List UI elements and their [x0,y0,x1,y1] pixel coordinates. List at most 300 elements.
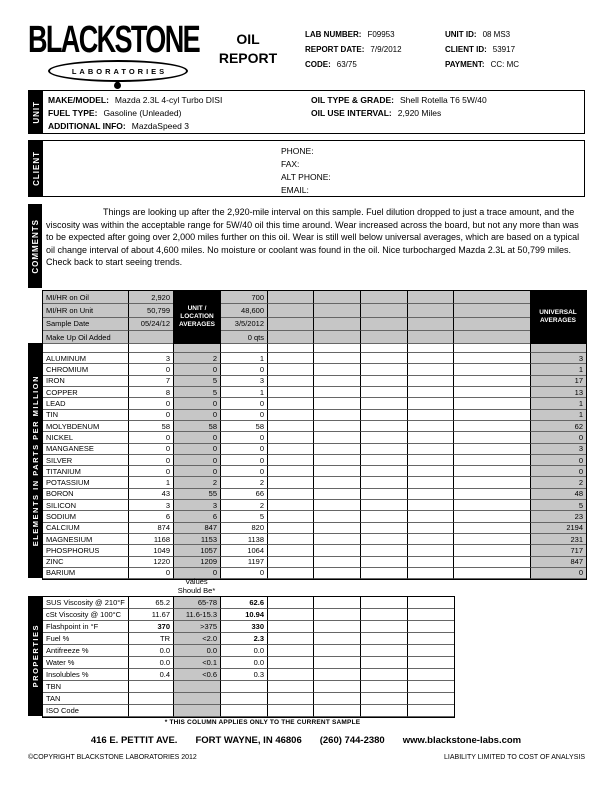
spacer-cell [268,344,314,353]
header-field-right-row-2 [445,57,519,72]
header-field-right-value: 08 MS3 [482,30,511,39]
element-label: LEAD [43,398,129,409]
element-empty [361,376,408,387]
header-field-left-row-0 [305,27,402,42]
elements-sidebar [28,343,42,578]
element-label: PHOSPHORUS [43,545,129,556]
element-empty [454,398,531,409]
blackstone-logo [28,18,200,88]
element-empty [314,477,361,488]
info-empty [314,318,361,331]
element-avg-value: 0 [174,398,221,409]
element-empty [408,421,454,432]
element-empty [314,511,361,522]
element-avg-value: 0 [174,455,221,466]
unit-sidebar [29,91,43,133]
property-empty [361,633,408,645]
element-current-value: 0 [129,444,174,455]
element-previous-value: 3 [221,376,268,387]
property-empty [408,657,454,669]
header-field-right-label: PAYMENT: [445,60,485,69]
element-empty [314,376,361,387]
element-previous-value: 5 [221,511,268,522]
element-row [43,557,586,568]
unit-field-label: OIL TYPE & GRADE: [311,95,394,105]
client-section [28,140,585,197]
element-current-value: 58 [129,421,174,432]
property-empty [361,693,408,705]
property-label: Antifreeze % [43,645,129,657]
property-row [43,597,454,609]
header-field-left-row-1 [305,42,402,57]
element-empty [408,364,454,375]
element-empty [314,353,361,364]
element-label: MAGNESIUM [43,534,129,545]
logo-brand-text: BLACKSTONE [28,17,200,61]
element-empty [268,568,314,579]
info-label: Make Up Oil Added [43,331,129,344]
property-empty [361,657,408,669]
info-empty [454,318,531,331]
element-universal-value: 3 [531,353,586,364]
element-avg-value: 6 [174,511,221,522]
element-empty [408,500,454,511]
info-current-value: 05/24/12 [129,318,174,331]
property-label: Insolubles % [43,669,129,681]
property-current-value: 11.67 [129,609,174,621]
spacer-cell [174,344,221,353]
properties-sidebar [28,596,42,716]
property-empty [268,669,314,681]
elements-grid [42,290,587,580]
element-empty [268,500,314,511]
property-current-value [129,693,174,705]
element-empty [268,489,314,500]
property-should-be-value [174,705,221,717]
property-empty [314,669,361,681]
element-empty [361,444,408,455]
info-empty [314,291,361,304]
element-empty [361,477,408,488]
header-field-left-value: F09953 [367,30,395,39]
element-current-value: 1168 [129,534,174,545]
comments-text: Things are looking up after the 2,920-mile interval on this sample. Fuel dilution dropped to just a trace amount, and the viscosity was within the acceptable range for 5W/40 oil this time around. Wear increased across the board, but not any more than was to be expected after going over 2,000 miles further on this oil. Wear is still well below universal averages, which are based on a typical oil change interval of about 4,600 miles. No moisture or coolant was found in the oil. Nice turbocharged Mazda 2.3L at 50,799 miles. Check back to start seeing trends. [46,207,580,268]
property-should-be-value: <2.0 [174,633,221,645]
element-empty [268,364,314,375]
element-universal-value: 231 [531,534,586,545]
element-previous-value: 58 [221,421,268,432]
element-empty [314,364,361,375]
logo-oval [48,60,188,82]
property-previous-value: 2.3 [221,633,268,645]
unit-field-value: Mazda 2.3L 4-cyl Turbo DISI [114,95,223,105]
element-empty [268,376,314,387]
property-label: Water % [43,657,129,669]
property-empty [361,621,408,633]
property-previous-value [221,705,268,717]
element-empty [408,489,454,500]
info-empty [361,331,408,344]
elements-sidebar-label: ELEMENTS IN PARTS PER MILLION [30,374,40,547]
element-empty [361,398,408,409]
element-current-value: 6 [129,511,174,522]
header-field-right-row-0 [445,27,519,42]
element-row [43,455,586,466]
client-field-1: FAX: [281,159,300,169]
info-empty [314,304,361,317]
property-previous-value: 330 [221,621,268,633]
element-empty [361,432,408,443]
info-previous-value: 3/5/2012 [221,318,268,331]
element-current-value: 1 [129,477,174,488]
element-label: ZINC [43,557,129,568]
property-should-be-value: 0.0 [174,645,221,657]
header-field-left-value: 7/9/2012 [370,45,402,54]
info-empty [268,291,314,304]
property-empty [268,597,314,609]
values-line: Values [185,577,208,586]
info-empty [268,318,314,331]
element-previous-value: 0 [221,568,268,579]
oil-drop-icon [113,81,123,91]
element-empty [408,534,454,545]
element-universal-value: 5 [531,500,586,511]
element-empty [361,500,408,511]
element-previous-value: 820 [221,523,268,534]
element-label: SODIUM [43,511,129,522]
address-part-1: FORT WAYNE, IN 46806 [195,735,302,746]
property-row [43,705,454,717]
spacer-cell [314,344,361,353]
unit-field-value: Shell Rotella T6 5W/40 [399,95,487,105]
property-current-value [129,681,174,693]
element-empty [454,364,531,375]
element-empty [268,557,314,568]
element-empty [268,432,314,443]
info-previous-value: 0 qts [221,331,268,344]
element-empty [454,568,531,579]
property-empty [361,681,408,693]
element-empty [454,432,531,443]
property-empty [408,621,454,633]
property-should-be-value: 11.6-15.3 [174,609,221,621]
element-universal-value: 0 [531,568,586,579]
liability-text: LIABILITY LIMITED TO COST OF ANALYSIS [444,754,585,761]
element-label: COPPER [43,387,129,398]
element-avg-value: 3 [174,500,221,511]
element-empty [268,523,314,534]
element-label: MOLYBDENUM [43,421,129,432]
element-empty [454,557,531,568]
property-label: Fuel % [43,633,129,645]
header-fields-right [445,27,519,72]
property-empty [268,633,314,645]
element-empty [361,557,408,568]
element-universal-value: 717 [531,545,586,556]
unit-section [28,90,585,134]
element-empty [361,523,408,534]
element-empty [314,545,361,556]
element-empty [314,410,361,421]
comments-section [28,204,585,288]
property-empty [314,681,361,693]
element-universal-value: 48 [531,489,586,500]
property-empty [268,609,314,621]
element-empty [408,398,454,409]
element-avg-value: 58 [174,421,221,432]
element-row [43,421,586,432]
element-current-value: 0 [129,466,174,477]
element-label: TITANIUM [43,466,129,477]
property-label: cSt Viscosity @ 100°C [43,609,129,621]
report-title-line1: OIL [236,31,260,47]
element-empty [314,568,361,579]
property-label: TBN [43,681,129,693]
element-empty [361,489,408,500]
header-field-right-value: CC: MC [490,60,520,69]
info-row [43,318,586,331]
property-empty [408,681,454,693]
element-empty [454,523,531,534]
element-previous-value: 1197 [221,557,268,568]
element-empty [361,387,408,398]
element-current-value: 1049 [129,545,174,556]
element-empty [454,353,531,364]
element-current-value: 7 [129,376,174,387]
info-empty [454,291,531,304]
element-empty [361,545,408,556]
element-empty [454,477,531,488]
element-empty [268,511,314,522]
element-empty [408,523,454,534]
unit-field-value: MazdaSpeed 3 [131,121,189,131]
element-empty [454,500,531,511]
element-previous-value: 2 [221,477,268,488]
property-row [43,693,454,705]
info-empty [361,291,408,304]
element-empty [314,466,361,477]
property-empty [314,705,361,717]
element-empty [408,444,454,455]
info-empty [408,318,454,331]
client-fields [281,145,331,197]
property-row [43,681,454,693]
property-empty [314,693,361,705]
element-row [43,364,586,375]
unit-location-line1: UNIT / [187,305,207,312]
header-field-right-label: CLIENT ID: [445,45,487,54]
element-label: POTASSIUM [43,477,129,488]
element-current-value: 0 [129,455,174,466]
element-row [43,500,586,511]
info-previous-value: 48,600 [221,304,268,317]
property-should-be-value [174,693,221,705]
property-should-be-value [174,681,221,693]
lab-address [0,735,612,746]
property-empty [408,633,454,645]
info-empty [408,304,454,317]
element-empty [361,410,408,421]
client-sidebar-label: CLIENT [31,151,41,186]
header-fields-left [305,27,402,72]
element-empty [268,455,314,466]
element-previous-value: 0 [221,444,268,455]
info-current-value: 2,920 [129,291,174,304]
info-current-value [129,331,174,344]
property-empty [314,597,361,609]
property-previous-value: 10.94 [221,609,268,621]
info-empty [454,304,531,317]
elements-table [28,290,585,578]
element-universal-value: 2194 [531,523,586,534]
element-current-value: 0 [129,398,174,409]
element-empty [361,534,408,545]
element-empty [454,455,531,466]
element-row [43,568,586,579]
info-empty [314,331,361,344]
element-universal-value: 13 [531,387,586,398]
unit-location-line3: AVERAGES [179,321,215,328]
element-avg-value: 0 [174,432,221,443]
copyright-text: ©COPYRIGHT BLACKSTONE LABORATORIES 2012 [28,754,197,761]
property-empty [408,693,454,705]
element-current-value: 3 [129,353,174,364]
element-universal-value: 0 [531,455,586,466]
property-empty [268,681,314,693]
header-field-left-label: LAB NUMBER: [305,30,362,39]
header-field-right-label: UNIT ID: [445,30,477,39]
element-empty [454,466,531,477]
property-empty [268,645,314,657]
element-row [43,387,586,398]
unit-field-label: OIL USE INTERVAL: [311,108,392,118]
info-empty [268,304,314,317]
property-current-value [129,705,174,717]
property-empty [268,693,314,705]
element-empty [408,455,454,466]
info-row [43,291,586,304]
element-previous-value: 1138 [221,534,268,545]
spacer-row [43,344,586,353]
element-row [43,444,586,455]
info-previous-value: 700 [221,291,268,304]
universal-averages-header [530,290,586,344]
element-universal-value: 23 [531,511,586,522]
unit-sidebar-label: UNIT [31,100,41,124]
property-empty [408,597,454,609]
element-row [43,466,586,477]
element-label: IRON [43,376,129,387]
element-current-value: 0 [129,432,174,443]
element-empty [408,477,454,488]
property-previous-value: 0.0 [221,645,268,657]
property-empty [314,645,361,657]
element-empty [314,432,361,443]
element-avg-value: 1209 [174,557,221,568]
unit-location-averages-header [173,290,221,344]
element-empty [361,466,408,477]
property-should-be-value: >375 [174,621,221,633]
element-avg-value: 5 [174,387,221,398]
address-part-3: www.blackstone-labs.com [402,735,522,746]
element-empty [314,557,361,568]
address-part-2: (260) 744-2380 [319,735,385,746]
property-empty [314,633,361,645]
element-previous-value: 0 [221,466,268,477]
property-previous-value: 0.0 [221,657,268,669]
element-empty [314,534,361,545]
property-current-value: 65.2 [129,597,174,609]
header-field-left-label: REPORT DATE: [305,45,365,54]
element-empty [454,545,531,556]
element-empty [314,523,361,534]
element-empty [268,387,314,398]
element-label: BARIUM [43,568,129,579]
property-empty [361,597,408,609]
element-universal-value: 62 [531,421,586,432]
info-current-value: 50,799 [129,304,174,317]
element-universal-value: 2 [531,477,586,488]
client-field-3: EMAIL: [281,185,309,195]
element-empty [268,353,314,364]
info-empty [408,291,454,304]
spacer-cell [408,344,454,353]
property-row [43,657,454,669]
element-row [43,376,586,387]
element-empty [454,421,531,432]
property-empty [268,705,314,717]
element-avg-value: 847 [174,523,221,534]
spacer-cell [129,344,174,353]
header-field-right-value: 53917 [492,45,516,54]
element-empty [454,376,531,387]
universal-line2: AVERAGES [540,317,576,324]
element-empty [268,477,314,488]
element-empty [408,466,454,477]
header-field-left-label: CODE: [305,60,331,69]
properties-grid [42,596,455,718]
element-label: SILICON [43,500,129,511]
element-empty [268,410,314,421]
comments-sidebar-label: COMMENTS [30,218,40,274]
report-title-line2: REPORT [218,50,278,66]
unit-field-row-1 [311,107,487,120]
property-empty [268,621,314,633]
element-empty [361,353,408,364]
property-current-value: TR [129,633,174,645]
element-label: CHROMIUM [43,364,129,375]
element-row [43,545,586,556]
unit-fields-left [48,94,222,133]
report-title [198,30,298,68]
unit-field-row-2 [48,120,222,133]
element-current-value: 43 [129,489,174,500]
current-sample-footnote: * THIS COLUMN APPLIES ONLY TO THE CURRENT SAMPLE [164,719,361,726]
element-empty [408,568,454,579]
element-empty [361,455,408,466]
property-row [43,633,454,645]
should-be-line: Should Be* [177,586,216,595]
element-empty [268,444,314,455]
info-empty [454,331,531,344]
element-label: MANGANESE [43,444,129,455]
element-row [43,523,586,534]
element-current-value: 3 [129,500,174,511]
spacer-cell [43,344,129,353]
element-empty [314,455,361,466]
element-previous-value: 0 [221,432,268,443]
element-empty [314,500,361,511]
